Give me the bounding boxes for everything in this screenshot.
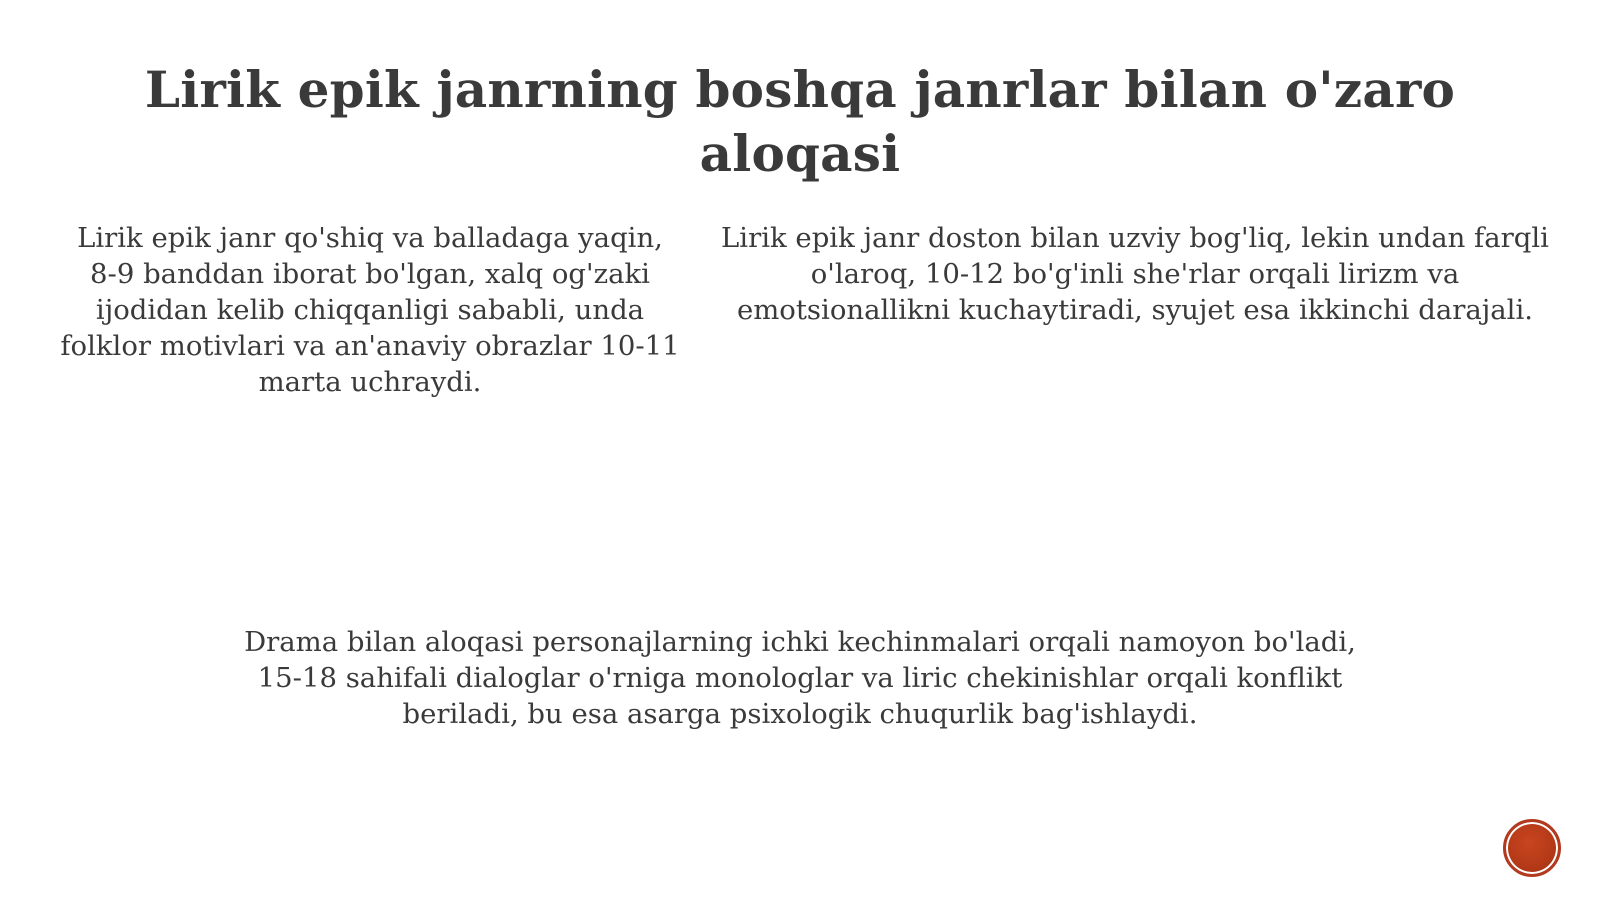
- next-slide-circle-icon[interactable]: [1503, 819, 1561, 877]
- paragraph-bottom: Drama bilan aloqasi personajlarning ichki kechinmalari orqali namoyon bo'ladi, 15-18 sahifali dialoglar o'rniga monologlar va liric chekinishlar orqali konflikt beriladi, bu esa asarga psixologik chuqurlik bag'ishlaydi.: [244, 626, 1356, 730]
- paragraph-left: Lirik epik janr qo'shiq va balladaga yaqin, 8-9 banddan iborat bo'lgan, xalq og'zaki ijodidan kelib chiqqanligi sababli, unda folklor motivlari va an'anaviy obrazlar 10-11 marta uchraydi.: [60, 222, 680, 398]
- paragraph-right: Lirik epik janr doston bilan uzviy bog'liq, lekin undan farqli o'laroq, 10-12 bo'g'inli she'rlar orqali lirizm va emotsionallikni kuchaytiradi, syujet esa ikkinchi darajali.: [721, 222, 1549, 326]
- slide-title: Lirik epik janrning boshqa janrlar bilan o'zaro aloqasi: [144, 60, 1456, 183]
